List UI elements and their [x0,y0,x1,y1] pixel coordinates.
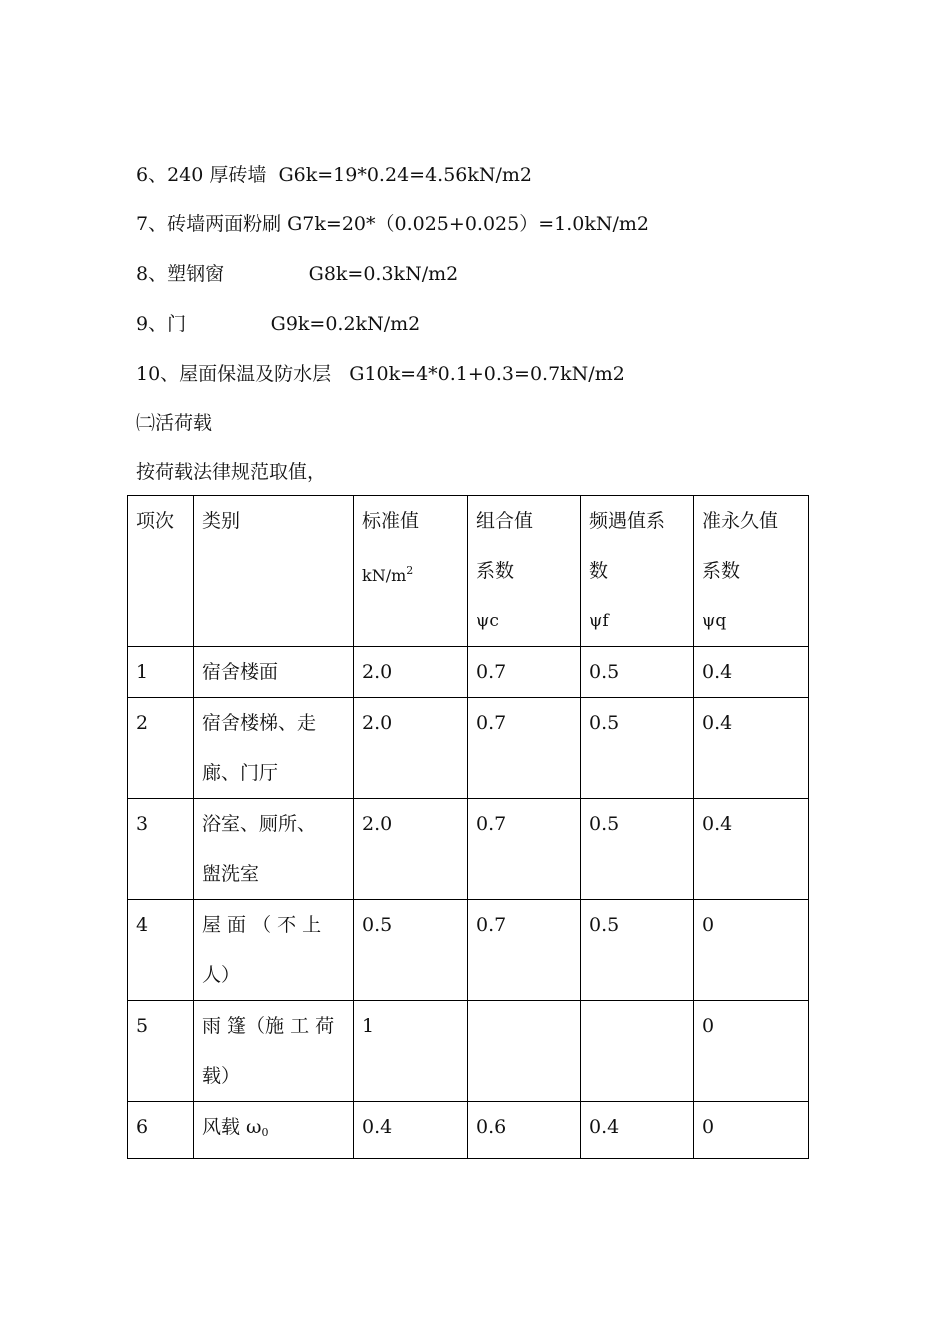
cell-type: 浴室、厕所、 盥洗室 [194,799,354,900]
cell-standard-value: 0.4 [354,1102,468,1159]
cell-quasi-permanent-factor: 0.4 [694,698,809,799]
cell-standard-value: 1 [354,1001,468,1102]
table-row [128,799,809,900]
cell-frequent-factor [581,1001,694,1102]
cell-quasi-permanent-factor: 0 [694,900,809,1001]
header-cell-combination-factor: 组合值 系数 ψc [468,496,581,647]
cell-quasi-permanent-factor: 0.4 [694,647,809,698]
cell-combination-factor: 0.6 [468,1102,581,1159]
cell-no: 6 [128,1102,194,1159]
intro-text: 按荷载法律规范取值， [136,461,327,483]
cell-no: 2 [128,698,194,799]
cell-frequent-factor: 0.5 [581,799,694,900]
cell-no: 4 [128,900,194,1001]
cell-type: 宿舍楼梯、走 廊、门厅 [194,698,354,799]
cell-type: 屋 面 （ 不 上 人） [194,900,354,1001]
cell-type: 宿舍楼面 [194,647,354,698]
header-cell-quasi-permanent-factor: 准永久值 系数 ψq [694,496,809,647]
table-row [128,1102,809,1159]
cell-frequent-factor: 0.5 [581,900,694,1001]
cell-type: 雨 篷（施 工 荷 载） [194,1001,354,1102]
cell-no: 3 [128,799,194,900]
cell-combination-factor: 0.7 [468,698,581,799]
cell-no: 1 [128,647,194,698]
cell-combination-factor [468,1001,581,1102]
line-item-8: 8、塑钢窗 G8k=0.3kN/m2 [136,263,459,285]
cell-no: 5 [128,1001,194,1102]
cell-standard-value: 2.0 [354,799,468,900]
line-item-6: 6、240 厚砖墙 G6k=19*0.24=4.56kN/m2 [136,164,533,186]
header-cell-type: 类别 [194,496,354,647]
section-heading-live-load: ㈡活荷载 [136,412,213,434]
cell-type: 风载 $\omega_0$ [194,1102,354,1159]
header-cell-standard-value: 标准值 $kN/m^2$ [354,496,468,647]
line-item-9: 9、门 G9k=0.2kN/m2 [136,313,421,335]
cell-quasi-permanent-factor: 0 [694,1102,809,1159]
cell-standard-value: 2.0 [354,647,468,698]
table-row [128,698,809,799]
header-cell-no: 项次 [128,496,194,647]
table-row [128,900,809,1001]
cell-combination-factor: 0.7 [468,647,581,698]
header-cell-frequent-factor: 频遇值系 数 ψf [581,496,694,647]
cell-standard-value: 0.5 [354,900,468,1001]
line-item-7: 7、砖墙两面粉刷 G7k=20*（0.025+0.025）=1.0kN/m2 [136,213,649,235]
cell-frequent-factor: 0.4 [581,1102,694,1159]
live-load-table [127,495,809,1159]
cell-combination-factor: 0.7 [468,900,581,1001]
cell-frequent-factor: 0.5 [581,647,694,698]
cell-quasi-permanent-factor: 0.4 [694,799,809,900]
cell-frequent-factor: 0.5 [581,698,694,799]
cell-standard-value: 2.0 [354,698,468,799]
table-header-row [128,496,809,647]
cell-combination-factor: 0.7 [468,799,581,900]
cell-quasi-permanent-factor: 0 [694,1001,809,1102]
table-row [128,647,809,698]
table-row [128,1001,809,1102]
line-item-10: 10、屋面保温及防水层 G10k=4*0.1+0.3=0.7kN/m2 [136,363,625,385]
